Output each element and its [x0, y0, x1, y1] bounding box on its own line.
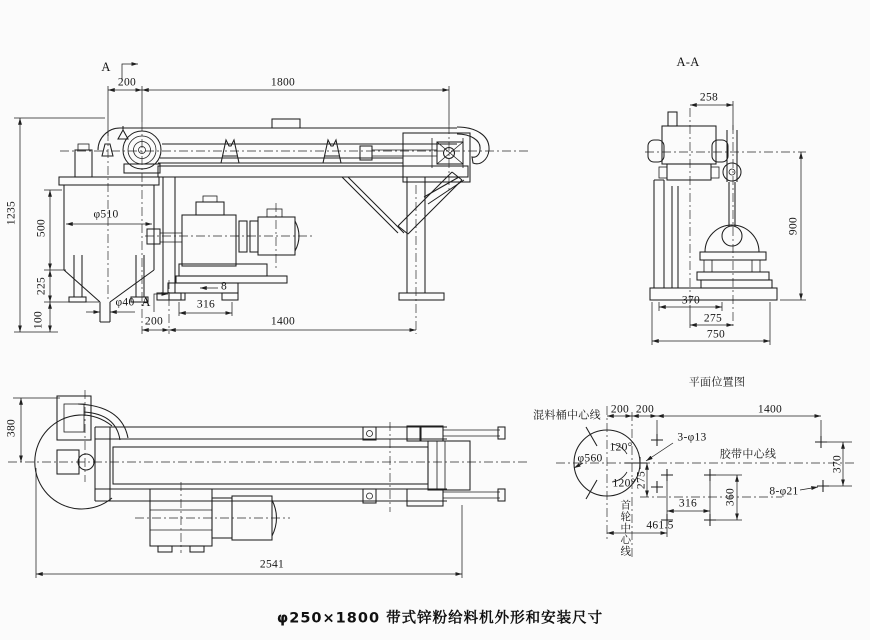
- plan-tank-and-pulley: [35, 396, 128, 509]
- dim-275-layout: 275: [635, 470, 648, 490]
- dim-100: 100: [32, 310, 45, 330]
- dim-3-holes: 3-φ13: [677, 431, 707, 444]
- dim-1800: 1800: [270, 76, 296, 89]
- dim-200-b: 200: [635, 403, 655, 416]
- dim-461-5: 461.5: [646, 519, 674, 532]
- dim-370-layout: 370: [831, 454, 844, 474]
- dim-tank-diameter: φ510: [93, 208, 119, 221]
- dim-360: 360: [724, 487, 737, 507]
- mixing-tank: [59, 132, 159, 322]
- dim-angle-lower: 120°: [612, 477, 636, 490]
- dim-316-layout: 316: [678, 497, 698, 510]
- dim-370-section: 370: [681, 294, 701, 307]
- dim-1400: 1400: [270, 315, 296, 328]
- belt-centerline-label: 胶带中心线: [719, 448, 777, 461]
- plan-drive-unit: [135, 482, 290, 553]
- front-view-linework: [14, 64, 530, 334]
- dim-angle-upper: 120°: [609, 441, 633, 454]
- dim-258: 258: [699, 91, 719, 104]
- dim-outlet-diameter: φ40: [115, 296, 135, 309]
- dim-1400-layout: 1400: [757, 403, 783, 416]
- dim-8-holes: 8-φ21: [769, 485, 799, 498]
- section-aa-linework: [645, 101, 806, 345]
- head-pulley-centerline-label: 首轮中心线: [619, 499, 632, 557]
- section-aa-title: A-A: [676, 54, 700, 69]
- dim-200-a: 200: [610, 403, 630, 416]
- dim-750: 750: [706, 328, 726, 341]
- drawing-caption: φ250×1800 带式锌粉给料机外形和安装尺寸: [276, 610, 604, 627]
- plan-dimensions: [13, 398, 462, 578]
- dim-275-section: 275: [703, 312, 723, 325]
- dim-225: 225: [35, 276, 48, 296]
- section-marker-a-bottom: A: [141, 294, 151, 309]
- dim-200-bottom: 200: [144, 315, 164, 328]
- dim-1235: 1235: [5, 200, 18, 226]
- plan-view-linework: [5, 390, 528, 578]
- layout-diagram-linework: [556, 403, 855, 558]
- tank-centerline-label: 混料桶中心线: [533, 409, 601, 422]
- dim-2541: 2541: [259, 558, 285, 571]
- dim-500: 500: [35, 218, 48, 238]
- dim-380: 380: [5, 418, 18, 438]
- front-dimensions: [14, 64, 449, 332]
- plan-frame: [95, 426, 505, 506]
- dim-8: 8: [220, 280, 228, 293]
- dim-900: 900: [787, 216, 800, 236]
- dim-200-top: 200: [117, 76, 137, 89]
- layout-diagram-title: 平面位置图: [688, 376, 746, 389]
- section-marker-a-top: A: [101, 59, 111, 74]
- section-machine: [648, 112, 777, 300]
- dim-circle-diameter: φ560: [577, 452, 603, 465]
- dim-316: 316: [196, 298, 216, 311]
